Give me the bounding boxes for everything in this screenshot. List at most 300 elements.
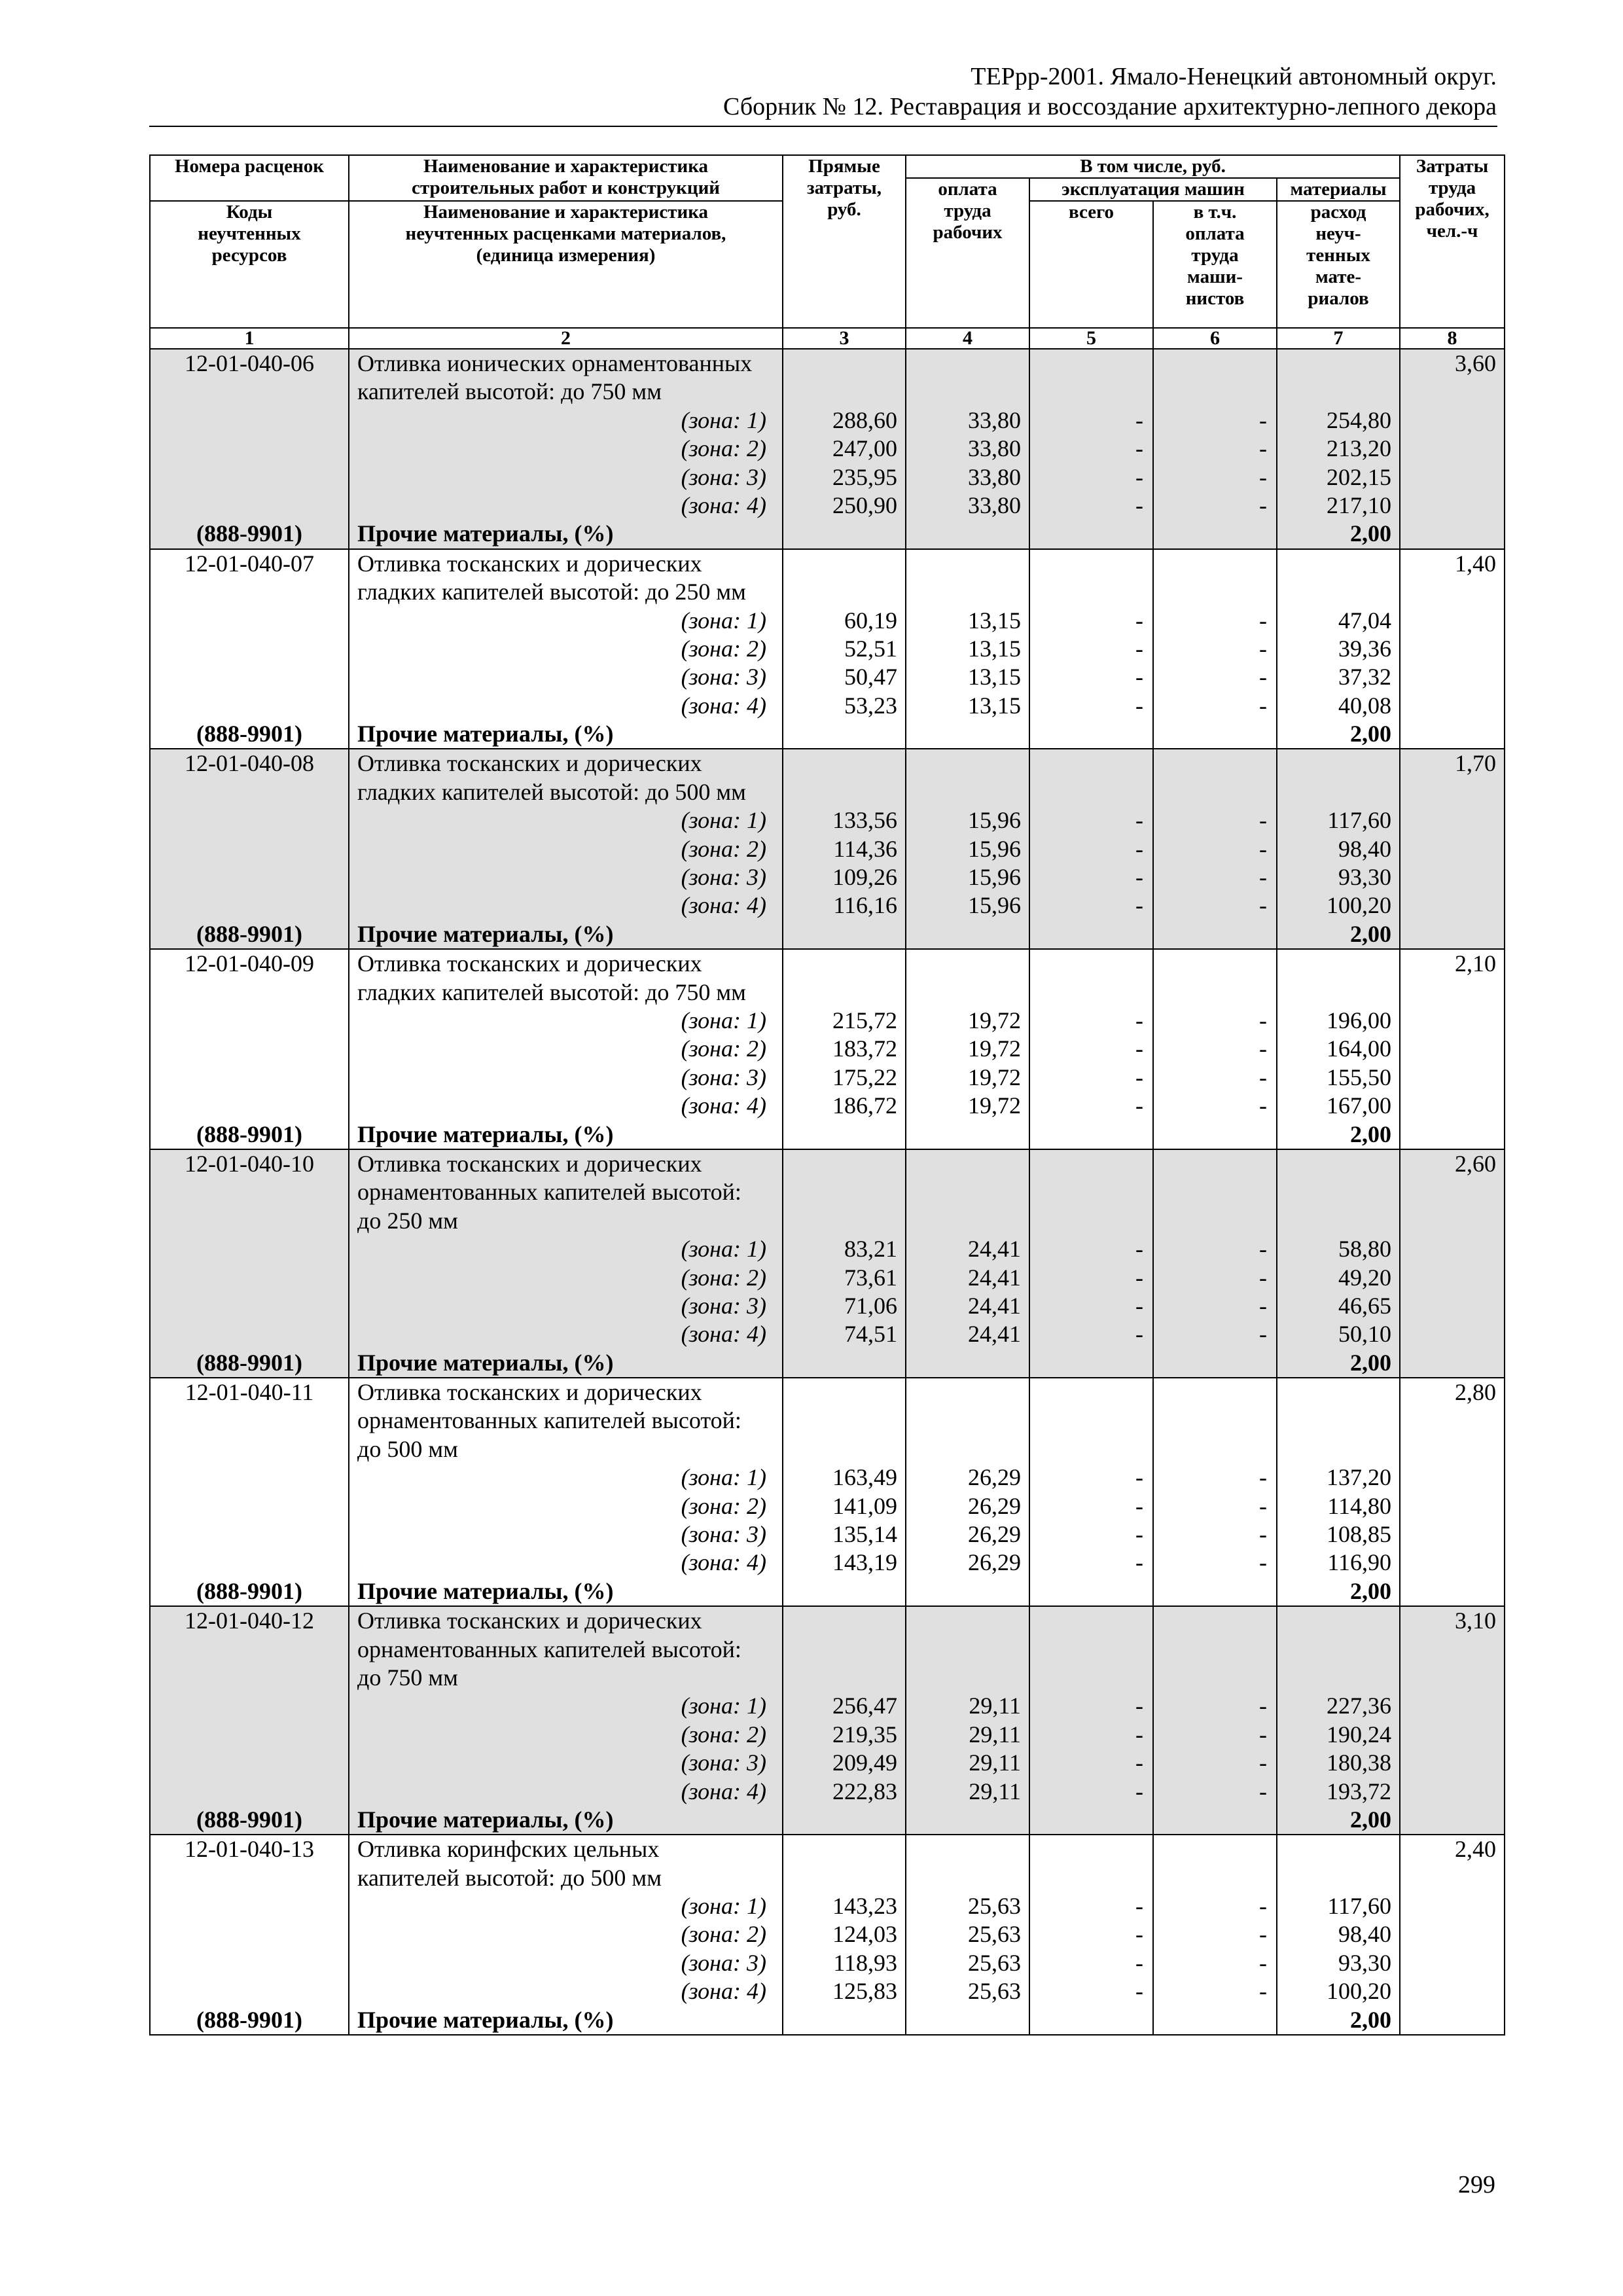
cell-line [153, 778, 346, 806]
dash-value: - [1259, 692, 1267, 719]
machines-total-cell [1029, 1149, 1153, 1378]
cell-line [791, 520, 897, 548]
cell-line [914, 1664, 1021, 1692]
resource-name: Прочие материалы, (%) [357, 920, 614, 947]
cell-line [153, 1778, 346, 1806]
machinist-pay-cell [1153, 1378, 1277, 1606]
zone-label: (зона: 4) [681, 692, 766, 719]
dash-value: - [1259, 435, 1267, 462]
cell-value: 250,90 [832, 492, 897, 518]
cell-value: 180,38 [1327, 1749, 1392, 1776]
page-number: 299 [1458, 2171, 1495, 2198]
zone-label: (зона: 1) [681, 406, 766, 433]
rate-entry [150, 1378, 1505, 1606]
zone-label: (зона: 4) [681, 1321, 766, 1348]
cell-line [1162, 1636, 1267, 1664]
zone-label: (зона: 1) [681, 607, 766, 634]
cell-value: 83,21 [844, 1236, 897, 1263]
cell-line [1162, 2006, 1267, 2034]
header-text-line: чел.-ч [1426, 221, 1478, 242]
cell-line [153, 1007, 346, 1035]
dash-value: - [1135, 1549, 1143, 1576]
dash-value: - [1259, 1035, 1267, 1062]
cell-value: 133,56 [832, 807, 897, 834]
dash-value: - [1259, 635, 1267, 662]
rate-code-cell [150, 1835, 349, 2035]
header-text-line: (единица измерения) [476, 245, 656, 266]
cell-value: 19,72 [968, 1007, 1021, 1033]
machines-total-cell [1029, 1378, 1153, 1606]
cell-value: 186,72 [832, 1092, 897, 1119]
header-rule [149, 126, 1497, 127]
cell-line [914, 1150, 1021, 1178]
resource-code: (888-9901) [196, 2006, 302, 2033]
cell-line [914, 778, 1021, 806]
header-worker-pay [906, 178, 1029, 328]
dash-value: - [1259, 892, 1267, 919]
cell-line [1162, 1664, 1267, 1692]
cell-line [153, 1492, 346, 1520]
cell-value: 209,49 [832, 1749, 897, 1776]
resource-code: (888-9901) [196, 1121, 302, 1147]
cell-line [1285, 1207, 1391, 1235]
rate-entry [150, 1149, 1505, 1378]
dash-value: - [1259, 1264, 1267, 1291]
cell-value: 60,19 [844, 607, 897, 634]
cell-value: 49,20 [1338, 1264, 1392, 1291]
cell-line [1285, 1178, 1391, 1206]
direct-cost-cell [783, 1606, 906, 1835]
cell-line [1038, 578, 1143, 606]
header-text-line: нистов [1185, 288, 1245, 309]
dash-value: - [1135, 1007, 1143, 1033]
cell-line [1162, 1349, 1267, 1377]
cell-line [1285, 1435, 1391, 1463]
dash-value: - [1259, 1893, 1267, 1920]
cell-line [914, 1636, 1021, 1664]
cell-value: 50,10 [1338, 1321, 1392, 1348]
cell-value: 114,36 [833, 835, 897, 862]
cell-line [1162, 1864, 1267, 1892]
cell-line [1038, 1207, 1143, 1235]
machines-total-cell [1029, 349, 1153, 549]
cell-line [1285, 1864, 1391, 1892]
dash-value: - [1259, 1778, 1267, 1804]
cell-line [1162, 749, 1267, 778]
resource-value: 2,00 [1350, 520, 1392, 547]
dash-value: - [1259, 463, 1267, 490]
dash-value: - [1135, 1264, 1143, 1291]
cell-value: 116,90 [1327, 1549, 1392, 1576]
header-text-line: руб. [827, 199, 861, 220]
cell-line [1038, 1349, 1143, 1377]
cell-line [153, 1692, 346, 1720]
machinist-pay-cell [1153, 1835, 1277, 2035]
cell-line [1162, 778, 1267, 806]
header-text-line: риалов [1308, 288, 1369, 309]
cell-value: 93,30 [1338, 1949, 1392, 1976]
cell-line [791, 578, 897, 606]
cell-line [153, 406, 346, 435]
cell-line [1162, 920, 1267, 948]
work-name-line: орнаментованных капителей высотой: [357, 1636, 741, 1662]
dash-value: - [1259, 1978, 1267, 2005]
cell-value: 53,23 [844, 692, 897, 719]
cell-value: 26,29 [968, 1492, 1021, 1519]
materials-cell [1277, 949, 1400, 1149]
header-text-line: труда [1191, 245, 1239, 266]
worker-pay-cell [906, 749, 1029, 949]
resource-value: 2,00 [1350, 1806, 1392, 1833]
cell-line [914, 920, 1021, 948]
cell-value: 58,80 [1338, 1236, 1392, 1263]
cell-line [791, 1178, 897, 1206]
cell-line [791, 1150, 897, 1178]
cell-line [153, 378, 346, 406]
labor-cost-cell [1400, 1149, 1505, 1378]
machinist-pay-cell [1153, 549, 1277, 749]
rate-code: 12-01-040-07 [185, 550, 314, 577]
cell-line [791, 1607, 897, 1635]
direct-cost-cell [783, 349, 906, 549]
cell-line [1285, 1407, 1391, 1435]
cell-value: 124,03 [832, 1921, 897, 1948]
work-name-line: до 500 мм [357, 1435, 458, 1462]
cell-line [1285, 978, 1391, 1007]
dash-value: - [1259, 835, 1267, 862]
dash-value: - [1135, 1749, 1143, 1776]
cell-line [153, 1549, 346, 1577]
cell-line [914, 950, 1021, 978]
cell-line [791, 1664, 897, 1692]
header-text-line: расход [1310, 202, 1366, 223]
cell-line [1285, 1378, 1391, 1407]
cell-value: 93,30 [1338, 864, 1392, 891]
cell-line [153, 1235, 346, 1263]
materials-cell [1277, 1378, 1400, 1606]
dash-value: - [1259, 492, 1267, 518]
rate-code-cell [150, 349, 349, 549]
cell-value: 26,29 [968, 1464, 1021, 1491]
direct-cost-cell [783, 549, 906, 749]
cell-value: 217,10 [1327, 492, 1392, 518]
header-rate-numbers: Номера расценок [150, 155, 349, 201]
cell-value: 175,22 [832, 1064, 897, 1090]
cell-value: 193,72 [1327, 1778, 1392, 1804]
rate-entry [150, 1835, 1505, 2035]
table-row [150, 1606, 1505, 1835]
work-name-cell [349, 549, 783, 749]
cell-line [1162, 550, 1267, 578]
cell-line [153, 1035, 346, 1063]
cell-line [1038, 1178, 1143, 1206]
resource-name: Прочие материалы, (%) [357, 1121, 614, 1147]
dash-value: - [1259, 1064, 1267, 1090]
resource-code: (888-9901) [196, 721, 302, 747]
header-text-line: оплата [938, 179, 997, 200]
zone-label: (зона: 4) [681, 1549, 766, 1576]
cell-line [791, 920, 897, 948]
cell-line [153, 463, 346, 492]
cell-value: 37,32 [1338, 664, 1392, 691]
column-number: 2 [349, 328, 783, 349]
cell-value: 19,72 [968, 1035, 1021, 1062]
cell-line [153, 1463, 346, 1492]
cell-line [791, 720, 897, 748]
cell-value: 33,80 [968, 463, 1021, 490]
cell-value: 117,60 [1327, 807, 1392, 834]
header-text-line: рабочих, [1415, 199, 1489, 220]
dash-value: - [1135, 607, 1143, 634]
resource-code: (888-9901) [196, 520, 302, 547]
cell-value: 15,96 [968, 807, 1021, 834]
dash-value: - [1135, 435, 1143, 462]
header-text-line: труда [1428, 177, 1476, 198]
work-name-line: Отливка тосканских и дорических [357, 550, 702, 577]
cell-line [914, 1407, 1021, 1435]
worker-pay-cell [906, 1149, 1029, 1378]
resource-name: Прочие материалы, (%) [357, 1349, 614, 1376]
zone-label: (зона: 3) [681, 1749, 766, 1776]
machinist-pay-cell [1153, 749, 1277, 949]
resource-name: Прочие материалы, (%) [357, 1577, 614, 1604]
cell-value: 33,80 [968, 406, 1021, 433]
cell-line [1038, 1664, 1143, 1692]
dash-value: - [1135, 1978, 1143, 2005]
work-name-line: Отливка тосканских и дорических [357, 750, 702, 777]
labor-cost-cell [1400, 1606, 1505, 1835]
cell-line [914, 2006, 1021, 2034]
zone-label: (зона: 4) [681, 1092, 766, 1119]
zone-label: (зона: 2) [681, 835, 766, 862]
cell-value: 29,11 [969, 1749, 1021, 1776]
dash-value: - [1135, 1464, 1143, 1491]
cell-value: 215,72 [832, 1007, 897, 1033]
cell-line [153, 635, 346, 663]
cell-value: 190,24 [1327, 1721, 1392, 1748]
zone-label: (зона: 2) [681, 1921, 766, 1948]
resource-code: (888-9901) [196, 1349, 302, 1376]
dash-value: - [1259, 807, 1267, 834]
cell-line [914, 578, 1021, 606]
zone-label: (зона: 3) [681, 1064, 766, 1090]
cell-value: 141,09 [832, 1492, 897, 1519]
cell-line [1162, 1150, 1267, 1178]
resource-value: 2,00 [1350, 1349, 1392, 1376]
dash-value: - [1135, 864, 1143, 891]
dash-value: - [1135, 1893, 1143, 1920]
cell-line [1038, 1150, 1143, 1178]
dash-value: - [1259, 1521, 1267, 1548]
cell-value: 25,63 [968, 1978, 1021, 2005]
cell-line [791, 1577, 897, 1605]
cell-line [914, 1178, 1021, 1206]
cell-value: 183,72 [832, 1035, 897, 1062]
labor-value: 3,60 [1455, 350, 1497, 376]
cell-value: 235,95 [832, 463, 897, 490]
column-number: 8 [1400, 328, 1505, 349]
header-text-line: Наименование и характеристика [423, 156, 709, 177]
cell-line [914, 550, 1021, 578]
dash-value: - [1135, 1949, 1143, 1976]
dash-value: - [1135, 1778, 1143, 1804]
cell-line [914, 1577, 1021, 1605]
cell-line [914, 1607, 1021, 1635]
zone-label: (зона: 2) [681, 1264, 766, 1291]
zone-label: (зона: 3) [681, 1521, 766, 1548]
cell-value: 13,15 [968, 635, 1021, 662]
header-including: В том числе, руб. [906, 155, 1400, 178]
cell-line [791, 1407, 897, 1435]
dash-value: - [1259, 406, 1267, 433]
cell-value: 15,96 [968, 864, 1021, 891]
dash-value: - [1135, 807, 1143, 834]
rate-entry [150, 949, 1505, 1149]
dash-value: - [1259, 1921, 1267, 1948]
cell-line [1285, 350, 1391, 378]
cell-line [791, 978, 897, 1007]
cell-line [1162, 950, 1267, 978]
header-resource-codes [150, 201, 349, 328]
work-name-line: гладких капителей высотой: до 250 мм [357, 579, 746, 605]
cell-value: 73,61 [844, 1264, 897, 1291]
cell-line [153, 1864, 346, 1892]
cell-line [153, 1292, 346, 1320]
work-name-cell [349, 949, 783, 1149]
cell-line [1038, 778, 1143, 806]
cell-value: 227,36 [1327, 1693, 1392, 1719]
rate-code-cell [150, 749, 349, 949]
cell-line [1038, 2006, 1143, 2034]
cell-line [914, 1435, 1021, 1463]
rate-code: 12-01-040-12 [185, 1607, 314, 1634]
cell-line [1038, 749, 1143, 778]
dash-value: - [1259, 1549, 1267, 1576]
cell-value: 15,96 [968, 892, 1021, 919]
cell-value: 25,63 [968, 1893, 1021, 1920]
cell-line [153, 663, 346, 691]
cell-line [791, 1378, 897, 1407]
rate-code-cell [150, 549, 349, 749]
header-text-line: маши- [1187, 266, 1243, 287]
cell-line [153, 1320, 346, 1348]
cell-line [153, 492, 346, 520]
header-text-line: Прямые [808, 156, 880, 177]
cell-value: 167,00 [1327, 1092, 1392, 1119]
cell-line [153, 578, 346, 606]
labor-cost-cell [1400, 1835, 1505, 2035]
work-name-cell [349, 1835, 783, 2035]
worker-pay-cell [906, 1835, 1029, 2035]
cell-line [153, 863, 346, 891]
cell-line [153, 1092, 346, 1120]
cell-value: 114,80 [1327, 1492, 1392, 1519]
cell-line [914, 1806, 1021, 1834]
cell-line [1038, 950, 1143, 978]
cell-line [1038, 1806, 1143, 1834]
rate-entry [150, 549, 1505, 749]
running-header-collection: Сборник № 12. Реставрация и воссоздание архитектурно-лепного декора [723, 93, 1497, 120]
cell-value: 118,93 [833, 1949, 897, 1976]
cell-line [791, 2006, 897, 2034]
dash-value: - [1259, 1492, 1267, 1519]
header-machine-operation: эксплуатация машин [1029, 178, 1277, 201]
rate-entry [150, 349, 1505, 549]
cell-value: 254,80 [1327, 406, 1392, 433]
cell-value: 19,72 [968, 1092, 1021, 1119]
cell-line [153, 1977, 346, 2005]
direct-cost-cell [783, 749, 906, 949]
cell-line [791, 1864, 897, 1892]
header-text-line: неуч- [1315, 223, 1361, 244]
cell-line [1038, 978, 1143, 1007]
work-name-line: гладких капителей высотой: до 500 мм [357, 778, 746, 805]
dash-value: - [1135, 664, 1143, 691]
work-name-line: капителей высотой: до 750 мм [357, 378, 662, 405]
zone-label: (зона: 3) [681, 1292, 766, 1319]
cell-line [153, 806, 346, 834]
cell-line [153, 1892, 346, 1920]
zone-label: (зона: 3) [681, 1949, 766, 1976]
dash-value: - [1259, 1949, 1267, 1976]
cell-value: 137,20 [1327, 1464, 1392, 1491]
header-text-line: рабочих [933, 222, 1003, 243]
cell-value: 143,19 [832, 1549, 897, 1576]
direct-cost-cell [783, 949, 906, 1149]
header-text-line: ресурсов [211, 245, 287, 266]
cell-value: 117,60 [1327, 1893, 1392, 1920]
labor-value: 2,40 [1455, 1836, 1497, 1863]
cell-line [153, 1664, 346, 1692]
header-text-line: неучтенных [198, 223, 301, 244]
cell-line [914, 720, 1021, 748]
cell-value: 256,47 [832, 1693, 897, 1719]
cell-line [791, 378, 897, 406]
materials-cell [1277, 1835, 1400, 2035]
work-name-cell [349, 1606, 783, 1835]
cell-line [1285, 749, 1391, 778]
cell-value: 196,00 [1327, 1007, 1392, 1033]
resource-name: Прочие материалы, (%) [357, 721, 614, 747]
cell-line [791, 1207, 897, 1235]
cell-line [153, 692, 346, 720]
cell-line [1038, 1121, 1143, 1149]
cell-value: 222,83 [832, 1778, 897, 1804]
cell-line [914, 1378, 1021, 1407]
zone-label: (зона: 2) [681, 1035, 766, 1062]
work-name-line: Отливка коринфских цельных [357, 1836, 660, 1863]
zone-label: (зона: 1) [681, 807, 766, 834]
cell-line [153, 1064, 346, 1092]
work-name-line: Отливка ионических орнаментованных [357, 350, 753, 376]
work-name-line: до 250 мм [357, 1207, 458, 1234]
work-name-cell [349, 349, 783, 549]
cell-line [791, 550, 897, 578]
zone-label: (зона: 4) [681, 492, 766, 518]
cell-line [1038, 350, 1143, 378]
running-header-title: ТЕРрр-2001. Ямало-Ненецкий автономный округ. [971, 63, 1497, 90]
cell-line [914, 1835, 1021, 1863]
machinist-pay-cell [1153, 1149, 1277, 1378]
direct-cost-cell [783, 1149, 906, 1378]
cell-line [1162, 520, 1267, 548]
dash-value: - [1259, 1693, 1267, 1719]
cell-line [1162, 1806, 1267, 1834]
dash-value: - [1259, 1721, 1267, 1748]
cell-line [1162, 378, 1267, 406]
labor-cost-cell [1400, 1378, 1505, 1606]
cell-line [1038, 1864, 1143, 1892]
